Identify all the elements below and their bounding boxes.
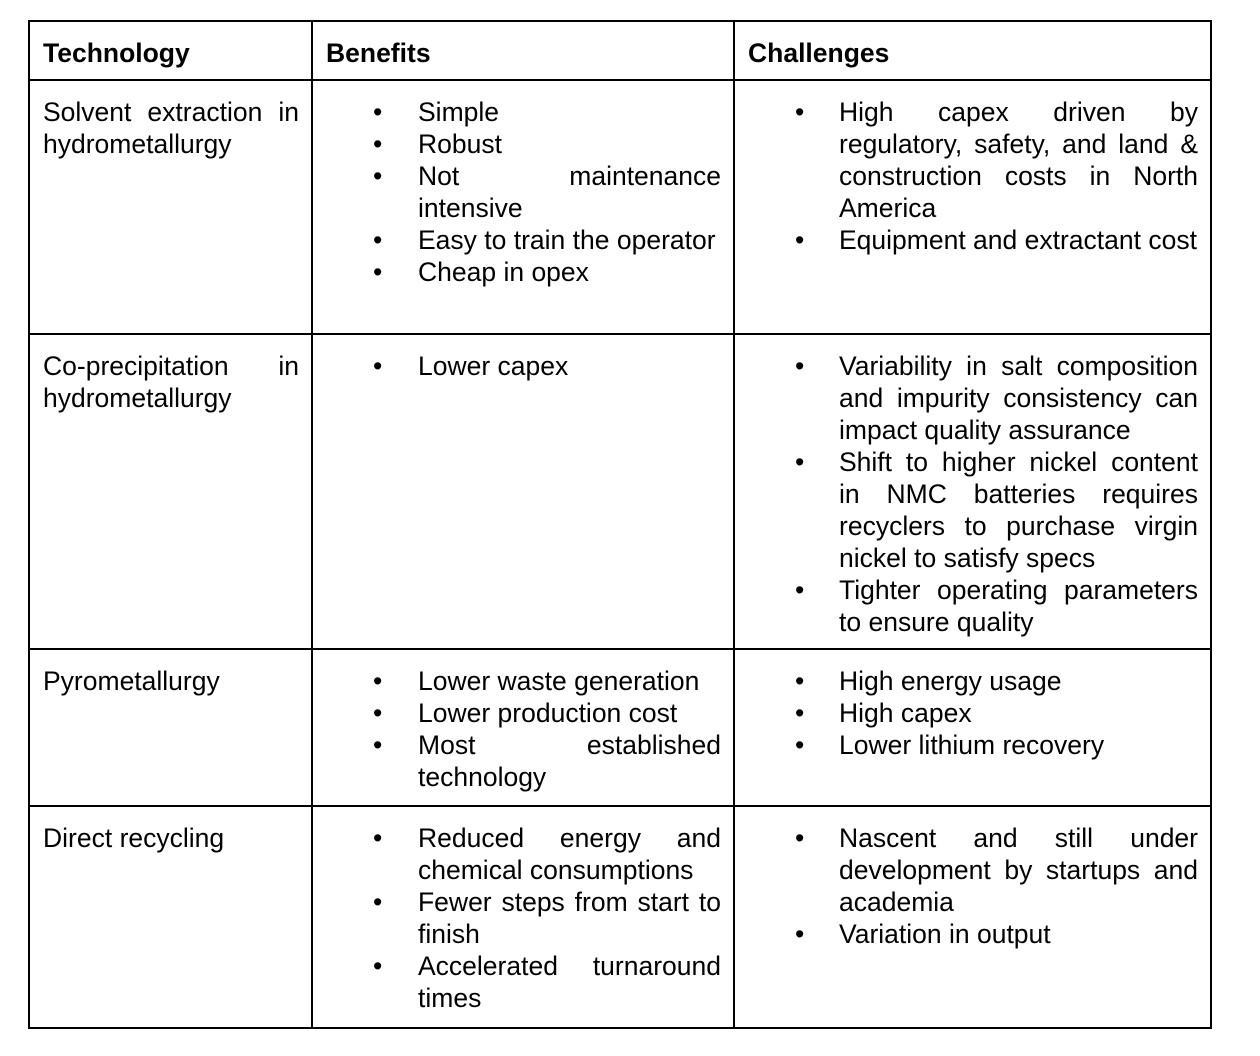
bullet-icon: • <box>373 97 383 127</box>
benefits-list <box>326 350 721 382</box>
list-item <box>748 918 1198 950</box>
technology-cell: Co-precipitation in hydrometallurgy <box>29 334 312 649</box>
list-item <box>748 350 1198 446</box>
benefit-text: Simple <box>418 97 500 127</box>
challenge-text: High energy usage <box>839 666 1062 696</box>
list-item <box>748 822 1198 918</box>
bullet-icon: • <box>795 730 805 760</box>
challenge-text: High capex <box>839 698 972 728</box>
list-item <box>326 224 721 256</box>
technology-cell: Pyrometallurgy <box>29 649 312 806</box>
challenge-text: Tighter operating parameters to ensure quality <box>839 575 1198 637</box>
benefits-list <box>326 665 721 793</box>
list-item <box>326 950 721 1014</box>
list-item <box>748 224 1198 256</box>
bullet-icon: • <box>795 823 805 853</box>
challenges-list <box>748 822 1198 950</box>
table-row <box>29 649 1211 806</box>
bullet-icon: • <box>373 225 383 255</box>
list-item <box>326 160 721 224</box>
bullet-icon: • <box>373 129 383 159</box>
table-row <box>29 80 1211 334</box>
benefits-cell <box>312 80 734 334</box>
benefits-cell <box>312 649 734 806</box>
benefits-cell <box>312 334 734 649</box>
bullet-icon: • <box>373 666 383 696</box>
challenges-cell <box>734 806 1211 1028</box>
list-item <box>748 665 1198 697</box>
challenges-list <box>748 665 1198 761</box>
bullet-icon: • <box>795 698 805 728</box>
challenges-list <box>748 96 1198 256</box>
challenge-text: Nascent and still under development by startups and academia <box>839 823 1198 917</box>
bullet-icon: • <box>373 730 383 760</box>
benefit-text: Fewer steps from start to finish <box>418 887 721 949</box>
bullet-icon: • <box>373 887 383 917</box>
benefit-text: Cheap in opex <box>418 257 589 287</box>
benefits-list <box>326 96 721 288</box>
bullet-icon: • <box>795 225 805 255</box>
challenge-text: Lower lithium recovery <box>839 730 1105 760</box>
table-header-row <box>29 21 1211 80</box>
list-item <box>326 96 721 128</box>
list-item <box>748 697 1198 729</box>
challenges-cell <box>734 334 1211 649</box>
bullet-icon: • <box>795 97 805 127</box>
benefit-text: Accelerated turnaround times <box>418 951 721 1013</box>
benefits-cell <box>312 806 734 1028</box>
list-item <box>326 350 721 382</box>
list-item <box>748 574 1198 638</box>
list-item <box>748 446 1198 574</box>
list-item <box>326 729 721 793</box>
table-row <box>29 334 1211 649</box>
list-item <box>326 886 721 950</box>
technology-cell: Solvent extraction in hydrometallurgy <box>29 80 312 334</box>
challenges-cell <box>734 80 1211 334</box>
challenge-text: Variability in salt composition and impurity consistency can impact quality assurance <box>839 351 1198 445</box>
bullet-icon: • <box>373 951 383 981</box>
benefit-text: Not maintenance intensive <box>418 161 721 223</box>
list-item <box>748 96 1198 224</box>
bullet-icon: • <box>373 257 383 287</box>
benefit-text: Robust <box>418 129 502 159</box>
benefit-text: Easy to train the operator <box>418 225 716 255</box>
challenge-text: Variation in output <box>839 919 1051 949</box>
bullet-icon: • <box>373 698 383 728</box>
benefit-text: Lower capex <box>418 351 569 381</box>
list-item <box>748 729 1198 761</box>
bullet-icon: • <box>795 447 805 477</box>
bullet-icon: • <box>373 823 383 853</box>
technology-comparison-table <box>28 20 1212 1029</box>
challenge-text: Shift to higher nickel content in NMC batteries requires recyclers to purchase virgin nickel to satisfy specs <box>839 447 1198 573</box>
bullet-icon: • <box>373 161 383 191</box>
challenges-list <box>748 350 1198 638</box>
bullet-icon: • <box>373 351 383 381</box>
header-challenges: Challenges <box>734 21 1211 80</box>
bullet-icon: • <box>795 575 805 605</box>
challenge-text: High capex driven by regulatory, safety, and land & construction costs in North America <box>839 97 1198 223</box>
benefit-text: Most established technology <box>418 730 721 792</box>
list-item <box>326 665 721 697</box>
technology-cell: Direct recycling <box>29 806 312 1028</box>
bullet-icon: • <box>795 666 805 696</box>
bullet-icon: • <box>795 919 805 949</box>
bullet-icon: • <box>795 351 805 381</box>
list-item <box>326 128 721 160</box>
benefits-list <box>326 822 721 1014</box>
benefit-text: Reduced energy and chemical consumptions <box>418 823 721 885</box>
list-item <box>326 822 721 886</box>
table-row <box>29 806 1211 1028</box>
benefit-text: Lower waste generation <box>418 666 700 696</box>
header-benefits: Benefits <box>312 21 734 80</box>
challenges-cell <box>734 649 1211 806</box>
challenge-text: Equipment and extractant cost <box>839 225 1197 255</box>
list-item <box>326 256 721 288</box>
list-item <box>326 697 721 729</box>
header-technology: Technology <box>29 21 312 80</box>
benefit-text: Lower production cost <box>418 698 678 728</box>
